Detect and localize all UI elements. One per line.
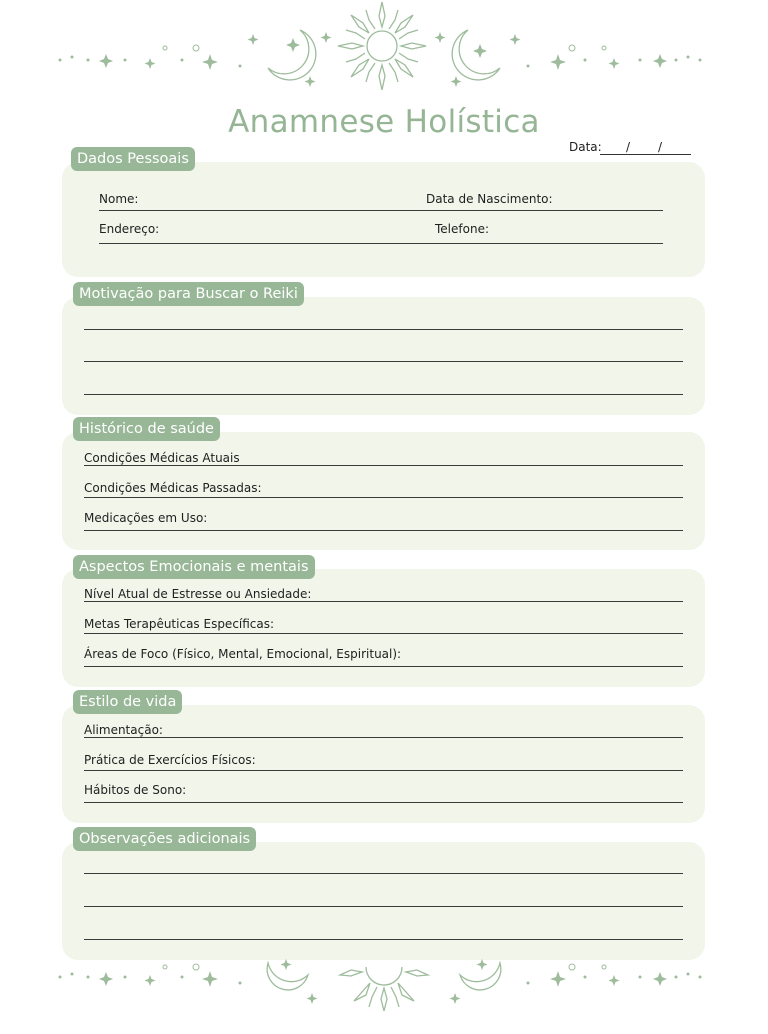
crescent-moon-icon [452, 30, 500, 80]
medications-label: Medicações em Uso: [84, 511, 208, 525]
address-field[interactable] [99, 243, 663, 244]
crescent-moon-icon [268, 30, 316, 80]
address-label: Endereço: [99, 222, 160, 236]
personal-data-card [62, 162, 705, 277]
celestial-decoration-bottom [0, 944, 768, 1034]
section-title-personal: Dados Pessoais [71, 147, 195, 171]
section-title-emotional: Aspectos Emocionais e mentais [73, 555, 315, 579]
diet-field[interactable] [84, 737, 683, 738]
sun-icon [338, 2, 426, 90]
date-separator: / [626, 140, 631, 154]
stress-level-label: Nível Atual de Estresse ou Ansiedade: [84, 587, 312, 601]
sleep-habits-field[interactable] [84, 802, 683, 803]
current-conditions-field[interactable] [84, 465, 683, 466]
therapeutic-goals-label: Metas Terapêuticas Específicas: [84, 617, 275, 631]
observations-line[interactable] [84, 939, 683, 940]
celestial-decoration-top [0, 0, 768, 90]
page-title: Anamnese Holística [228, 104, 540, 140]
motivation-line[interactable] [84, 329, 683, 330]
date-separator: / [658, 140, 663, 154]
observations-line[interactable] [84, 873, 683, 874]
crescent-moon-icon [267, 963, 308, 990]
focus-areas-field[interactable] [84, 666, 683, 667]
name-field[interactable] [99, 210, 663, 211]
exercise-label: Prática de Exercícios Físicos: [84, 753, 256, 767]
observations-card [62, 842, 705, 960]
stress-level-field[interactable] [84, 601, 683, 602]
phone-label: Telefone: [435, 222, 489, 236]
motivation-line[interactable] [84, 361, 683, 362]
exercise-field[interactable] [84, 770, 683, 771]
medications-field[interactable] [84, 530, 683, 531]
past-conditions-label: Condições Médicas Passadas: [84, 481, 262, 495]
section-title-lifestyle: Estilo de vida [73, 690, 182, 714]
section-title-motivation: Motivação para Buscar o Reiki [73, 282, 304, 306]
crescent-moon-icon [460, 963, 501, 990]
name-label: Nome: [99, 192, 139, 206]
date-label: Data: [569, 140, 602, 154]
diet-label: Alimentação: [84, 723, 163, 737]
current-conditions-label: Condições Médicas Atuais [84, 451, 240, 465]
sun-icon [340, 967, 428, 1011]
motivation-card [62, 297, 705, 415]
focus-areas-label: Áreas de Foco (Físico, Mental, Emocional, Espiritual): [84, 647, 402, 661]
sleep-habits-label: Hábitos de Sono: [84, 783, 187, 797]
section-title-health: Histórico de saúde [73, 417, 220, 441]
birth-date-label: Data de Nascimento: [426, 192, 553, 206]
motivation-line[interactable] [84, 394, 683, 395]
observations-line[interactable] [84, 906, 683, 907]
section-title-observations: Observações adicionais [73, 827, 256, 851]
date-field[interactable] [600, 154, 691, 155]
therapeutic-goals-field[interactable] [84, 633, 683, 634]
past-conditions-field[interactable] [84, 497, 683, 498]
